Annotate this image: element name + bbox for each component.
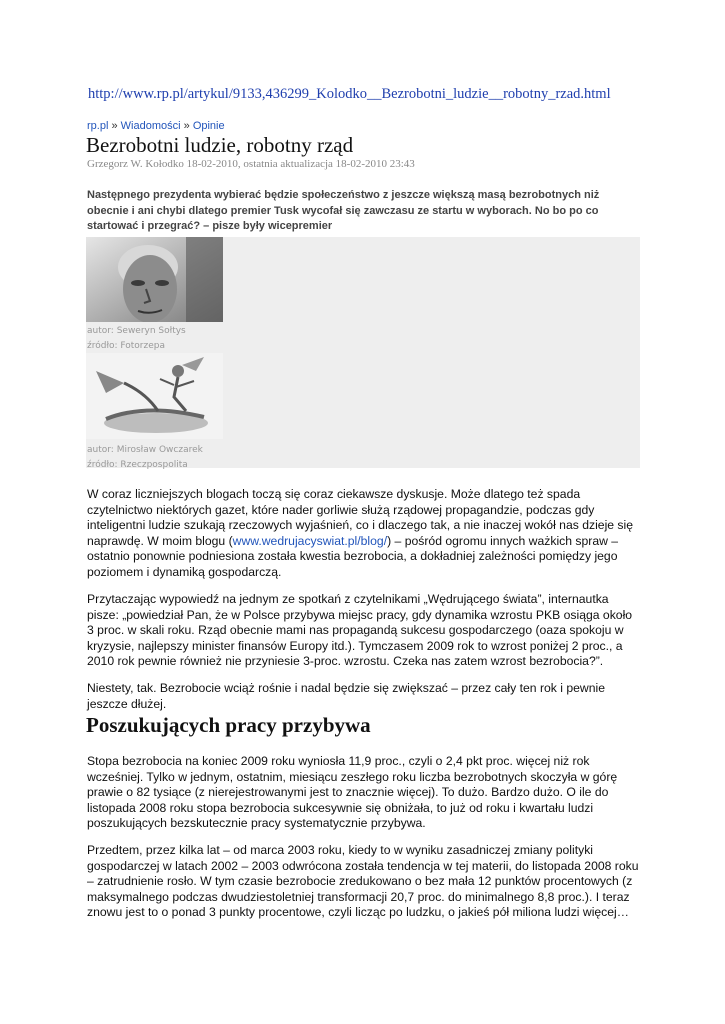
- image-source-caption: źródło: Fotorzepa: [87, 341, 165, 351]
- image-author-caption: autor: Mirosław Owczarek: [87, 445, 203, 455]
- breadcrumb-separator: »: [183, 120, 190, 132]
- illustration-image: [86, 353, 223, 439]
- author-portrait-image: [86, 237, 223, 322]
- blog-link[interactable]: www.wedrujacyswiat.pl/blog/: [232, 533, 388, 548]
- paragraph-2: Przytaczając wypowiedź na jednym ze spotkań z czytelnikami „Wędrującego świata”, internautka pisze: „powiedział Pan, że w Polsce przybywa miejsc pracy, gdy dynamika wzrostu PKB osiąga około 3 proc. w skali roku. Rząd obecnie mami nas propagandą sukcesu gospodarczego (oaza spokoju w kryzysie, najlepszy minister finansów Europy itd.). Tymczasem 2009 rok to wzrost poniżej 2 proc., a 2010 rok pewnie również nie przyniesie 3-proc. wzrostu. Czeka nas zatem wzrost bezrobocia?”.: [87, 592, 633, 668]
- breadcrumb-separator: »: [111, 120, 118, 132]
- source-url-link[interactable]: http://www.rp.pl/artykul/9133,436299_Kolodko__Bezrobotni_ludzie__robotny_rzad.html: [88, 86, 611, 102]
- breadcrumb-item-wiadomosci[interactable]: Wiadomości: [120, 120, 181, 132]
- image-author-caption: autor: Seweryn Sołtys: [87, 326, 186, 336]
- article-title: Bezrobotni ludzie, robotny rząd: [86, 133, 354, 157]
- paragraph-4: Stopa bezrobocia na koniec 2009 roku wyniosła 11,9 proc., czyli o 2,4 pkt proc. więcej niż rok wcześniej. Tylko w jednym, ostatnim, miesiącu zeszłego roku liczba bezrobotnych skoczyła w górę prawie o 82 tysiące (z nierejestrowanymi jest to znacznie więcej). To dużo. Bardzo dużo. O ile do listopada 2008 roku stopa bezrobocia sukcesywnie się obniżała, to już od roku i kwartału ludzi poszukujących bezskutecznie pracy systematycznie przybywa.: [87, 754, 618, 830]
- breadcrumb-item-rp[interactable]: rp.pl: [87, 120, 109, 132]
- section-heading: Poszukujących pracy przybywa: [86, 713, 371, 737]
- paragraph-3: Niestety, tak. Bezrobocie wciąż rośnie i nadal będzie się zwiększać – przez cały ten rok i pewnie jeszcze dłużej.: [87, 681, 605, 711]
- article-byline: Grzegorz W. Kołodko 18-02-2010, ostatnia aktualizacja 18-02-2010 23:43: [87, 158, 415, 170]
- breadcrumb: [87, 120, 225, 132]
- article-lead: Następnego prezydenta wybierać będzie społeczeństwo z jeszcze większą masą bezrobotnych niż obecnie i ani chybi dlatego premier Tusk wycofał się zawczasu ze startu w wyborach. No bo po co startować i przegrać? – pisze były wicepremier: [87, 189, 600, 233]
- image-gallery: [86, 237, 640, 468]
- paragraph-5: Przedtem, przez kilka lat – od marca 2003 roku, kiedy to w wyniku zasadniczej zmiany polityki gospodarczej w latach 2002 – 2003 odwrócona została tendencja w tej materii, do listopada 2008 roku – zatrudnienie rosło. W tym czasie bezrobocie zredukowano o bez mała 12 punktów procentowych (z maksymalnego podczas dwudziestoletniej transformacji 20,7 proc. do minimalnego 8,8 proc.). I teraz znowu jest to o ponad 3 punkty procentowe, czyli licząc po ludzku, o jakieś pół miliona ludzi więcej…: [87, 843, 639, 919]
- paragraph-1-text-end: ) – pośród ogromu innych ważkich spraw – ostatnio ponownie podniesiona została kwestia bezrobocia, a dokładniej zależności pomiędzy jego poziomem i dynamiką gospodarczą.: [87, 533, 619, 579]
- paragraph-1: [87, 487, 642, 580]
- breadcrumb-item-opinie[interactable]: Opinie: [192, 120, 225, 132]
- paragraph-1-text: W coraz liczniejszych blogach toczą się coraz ciekawsze dyskusje. Może dlatego też spada czytelnictwo niektórych gazet, które nader gorliwie służą rządowej propagandzie, podczas gdy inteligentni ludzie szukają rzeczowych wyjaśnień, co i dlaczego tak, a nie inaczej wokół nas dzieje się naprawdę. W moim blogu (: [87, 487, 634, 548]
- image-source-caption: źródło: Rzeczpospolita: [87, 460, 188, 470]
